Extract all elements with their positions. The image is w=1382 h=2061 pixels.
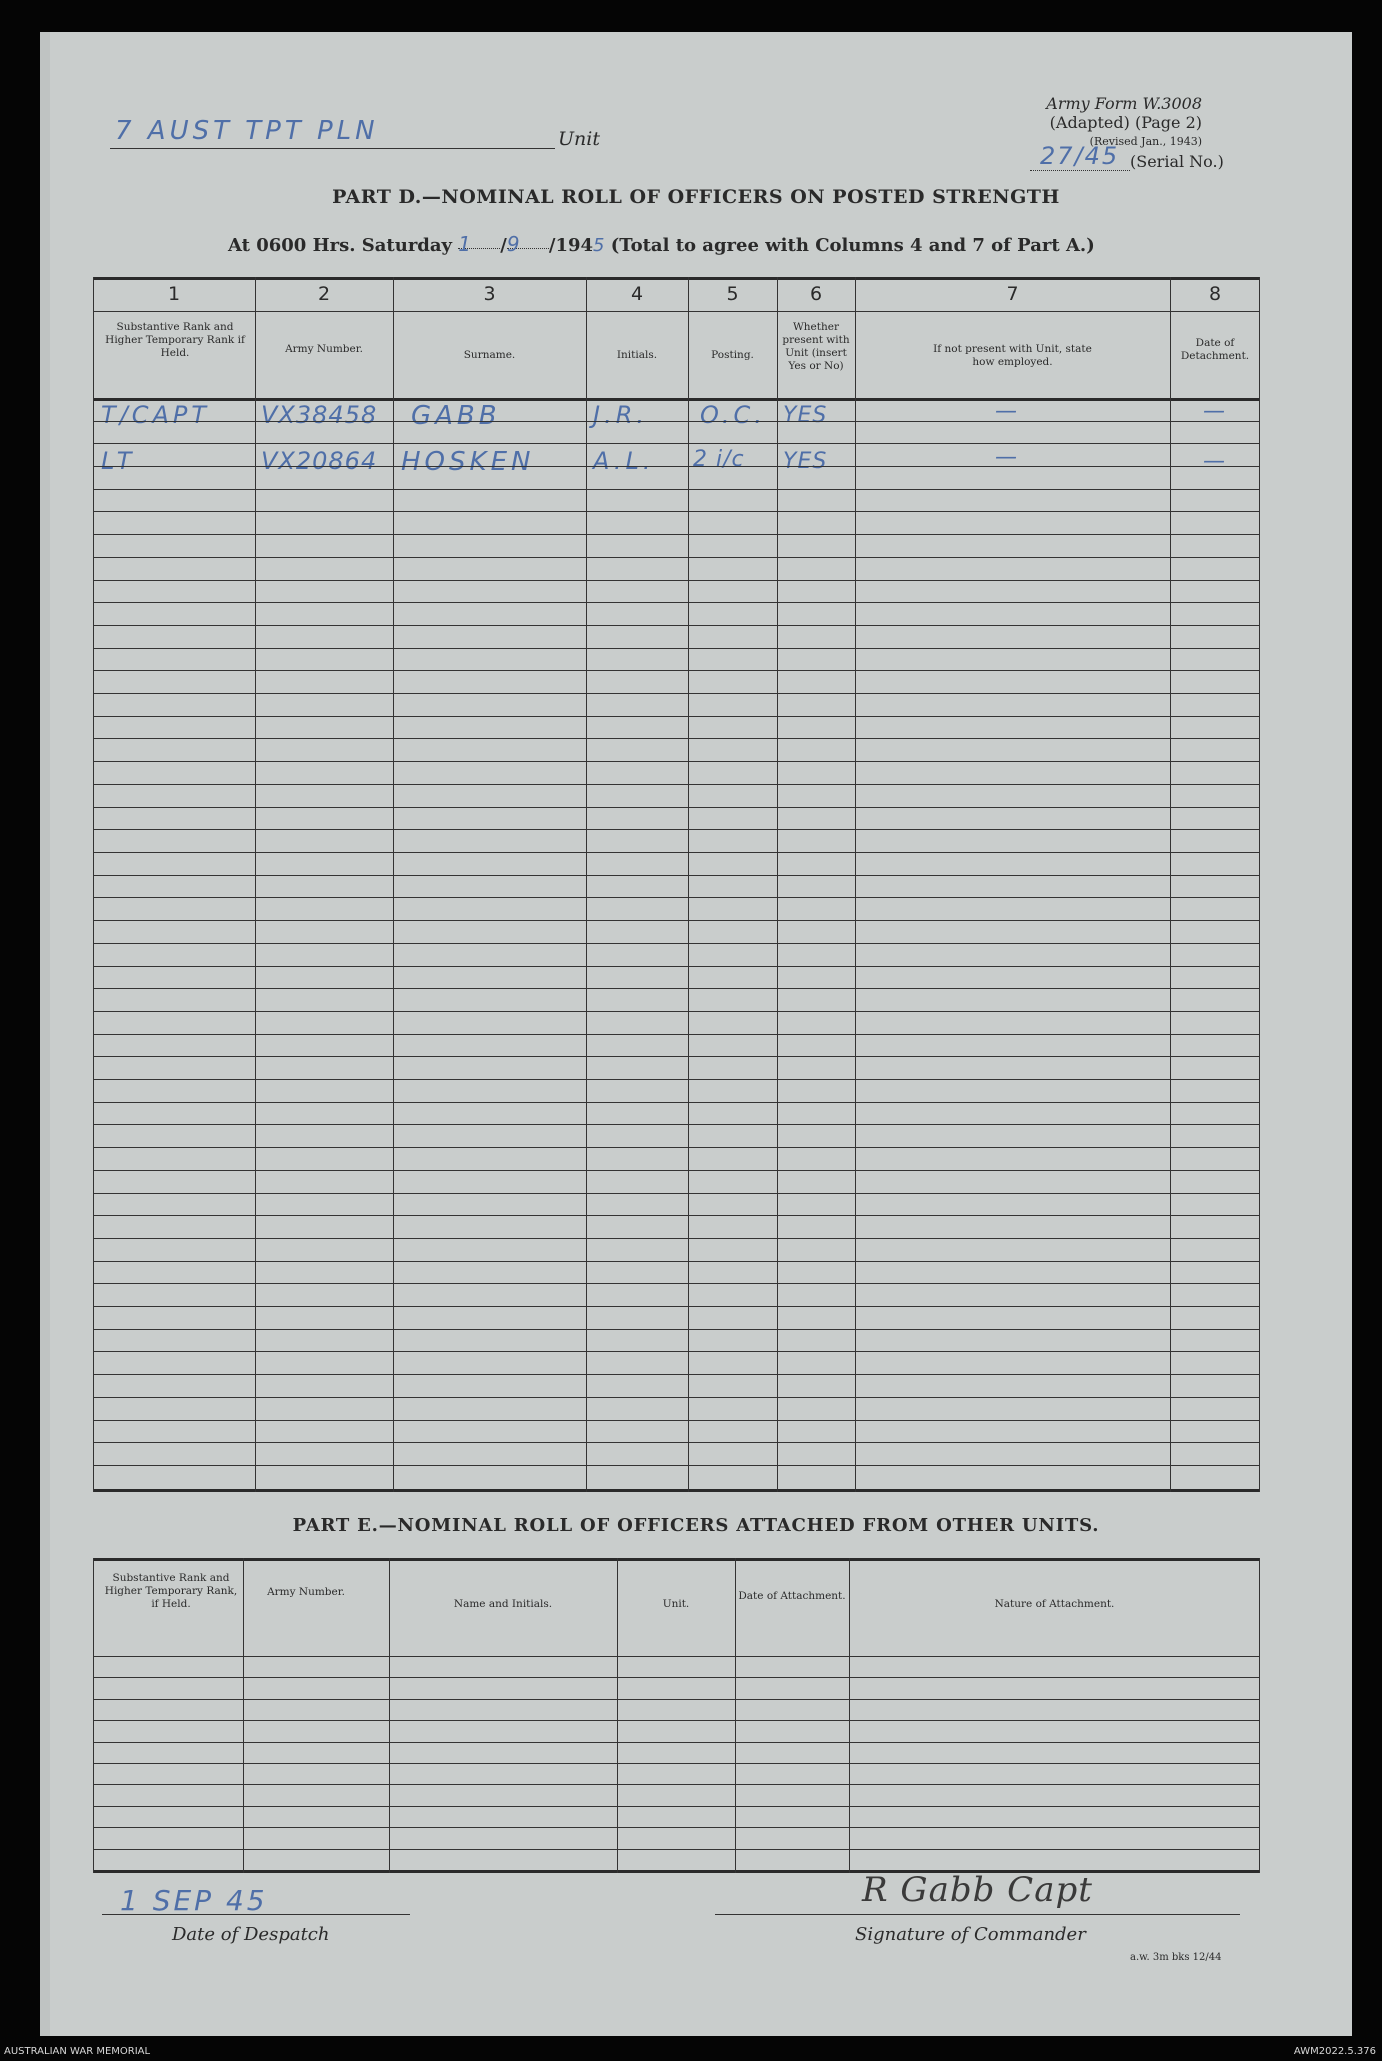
signature-label: Signature of Commander [855, 1924, 1086, 1945]
part-d-row-rule [93, 1329, 1260, 1330]
part-e-row-rule [93, 1699, 1260, 1700]
serial-handwritten: 27/45 [1040, 142, 1120, 170]
part-d-row-rule [93, 1374, 1260, 1375]
col-number-5: 5 [726, 283, 739, 305]
part-d-row-rule [93, 1238, 1260, 1239]
col-number-4: 4 [630, 283, 644, 305]
part-d-row-rule [93, 625, 1260, 626]
part-d-row-rule [93, 1193, 1260, 1194]
commander-signature: R Gabb Capt [862, 1870, 1093, 1910]
part-e-column-rule [735, 1558, 736, 1873]
part-d-row-rule [93, 1056, 1260, 1057]
part-e-head-army-number: Army Number. [267, 1586, 345, 1598]
unit-handwritten: 7 AUST TPT PLN [115, 116, 379, 146]
col-head-present: Whether present with Unit (insert Yes or No) [782, 321, 850, 372]
entry-1-number: VX38458 [261, 401, 378, 429]
part-d-row-rule [93, 466, 1260, 467]
col-number-6: 6 [809, 283, 823, 305]
part-e-table [93, 1558, 1260, 1873]
part-d-row-rule [93, 602, 1260, 603]
part-d-row-rule [93, 648, 1260, 649]
entry-2-detached: — [1203, 449, 1225, 474]
despatch-label: Date of Despatch [172, 1924, 330, 1945]
despatch-handwritten: 1 SEP 45 [120, 1884, 268, 1917]
entry-1-initials: J.R. [593, 401, 649, 429]
part-d-row-rule [93, 988, 1260, 989]
entry-2-surname: HOSKEN [401, 447, 535, 477]
part-d-column-rule [1259, 277, 1260, 1492]
part-e-column-rule [617, 1558, 618, 1873]
serial-label: (Serial No.) [1130, 152, 1224, 171]
part-e-row-rule [93, 1806, 1260, 1807]
part-e-header-rule [93, 1656, 1260, 1657]
col-number-8: 8 [1208, 283, 1222, 305]
part-d-table [93, 277, 1260, 1492]
part-e-column-rule [1259, 1558, 1260, 1873]
entry-2-employed: — [995, 445, 1017, 470]
part-e-column-rule [93, 1558, 94, 1873]
print-code: a.w. 3m bks 12/44 [1130, 1952, 1222, 1963]
part-d-row-rule [93, 1283, 1260, 1284]
part-d-column-rule [93, 277, 94, 1492]
form-ref-line-2: (Adapted) (Page 2) [1049, 113, 1202, 132]
entry-1-detached: — [1203, 399, 1225, 424]
part-e-row-rule [93, 1742, 1260, 1743]
date-suffix: (Total to agree with Columns 4 and 7 of Part A.) [610, 235, 1095, 256]
part-d-row-rule [93, 807, 1260, 808]
part-d-row-rule [93, 920, 1260, 921]
part-d-row-rule [93, 716, 1260, 717]
part-d-row-rule [93, 966, 1260, 967]
col-number-2: 2 [317, 283, 331, 305]
part-d-row-rule [93, 1465, 1260, 1466]
part-d-row-rule [93, 693, 1260, 694]
day-handwritten: 1 [458, 232, 476, 256]
date-prefix: At 0600 Hrs. Saturday [228, 235, 453, 256]
part-d-row-rule [93, 852, 1260, 853]
year-digit-handwritten: 5 [593, 235, 605, 256]
part-d-row-rule [93, 421, 1260, 422]
month-handwritten: 9 [506, 232, 524, 256]
part-d-column-rule [255, 277, 256, 1492]
part-e-title: PART E.—NOMINAL ROLL OF OFFICERS ATTACHED FROM OTHER UNITS. [292, 1515, 1100, 1536]
archive-credit: AUSTRALIAN WAR MEMORIAL [4, 2046, 151, 2057]
table-top-rule [93, 277, 1260, 280]
part-d-row-rule [93, 534, 1260, 535]
form-ref-line-1: Army Form W.3008 [1046, 94, 1202, 113]
part-e-head-date: Date of Attachment. [738, 1590, 846, 1602]
despatch-underline [102, 1914, 410, 1915]
archive-reference: AWM2022.5.376 [1293, 2046, 1376, 2057]
col-head-rank: Substantive Rank and Higher Temporary Rank if Held. [105, 321, 245, 359]
part-d-row-rule [93, 1442, 1260, 1443]
table-bottom-rule [93, 1489, 1260, 1492]
part-d-row-rule [93, 1124, 1260, 1125]
entry-1-rank: T/CAPT [101, 401, 211, 429]
part-d-row-rule [93, 1079, 1260, 1080]
form-page [40, 32, 1352, 2036]
entry-2-rank: LT [101, 447, 136, 475]
form-ref-line-3: (Revised Jan., 1943) [1089, 135, 1202, 148]
date-line: At 0600 Hrs. Saturday 1 /9 /1945 (Total to agree with Columns 4 and 7 of Part A.) [228, 232, 1095, 256]
entry-2-initials: A.L. [593, 447, 655, 475]
entry-1-posting: O.C. [700, 401, 766, 429]
col-number-1: 1 [167, 283, 181, 305]
part-d-row-rule [93, 489, 1260, 490]
part-e-row-rule [93, 1677, 1260, 1678]
paper-edge [40, 32, 50, 2036]
part-d-row-rule [93, 875, 1260, 876]
part-d-row-rule [93, 897, 1260, 898]
part-d-column-rule [393, 277, 394, 1492]
part-e-row-rule [93, 1763, 1260, 1764]
part-e-top-rule [93, 1558, 1260, 1561]
part-e-head-unit: Unit. [662, 1598, 690, 1610]
column-number-rule [93, 311, 1260, 312]
part-d-row-rule [93, 443, 1260, 444]
col-number-3: 3 [483, 283, 496, 305]
unit-label: Unit [558, 128, 600, 150]
serial-underline [1030, 170, 1130, 171]
day-field [458, 232, 500, 256]
part-e-row-rule [93, 1720, 1260, 1721]
part-d-column-rule [586, 277, 587, 1492]
part-d-row-rule [93, 943, 1260, 944]
year-prefix: /194 [548, 235, 594, 256]
part-d-row-rule [93, 557, 1260, 558]
entry-2-posting: 2 i/c [693, 447, 745, 472]
col-head-army-number: Army Number. [285, 343, 363, 355]
part-d-row-rule [93, 1351, 1260, 1352]
col-number-7: 7 [1006, 283, 1019, 305]
part-e-row-rule [93, 1849, 1260, 1850]
part-d-row-rule [93, 670, 1260, 671]
entry-2-present: YES [783, 449, 828, 474]
part-d-column-rule [688, 277, 689, 1492]
part-d-column-rule [1170, 277, 1171, 1492]
part-e-head-rank: Substantive Rank and Higher Temporary Rank, if Held. [104, 1572, 238, 1610]
part-e-row-rule [93, 1827, 1260, 1828]
part-d-row-rule [93, 784, 1260, 785]
part-d-row-rule [93, 829, 1260, 830]
entry-2-number: VX20864 [261, 447, 378, 475]
signature-underline [715, 1914, 1240, 1915]
entry-1-surname: GABB [411, 401, 501, 431]
month-field [506, 232, 549, 256]
part-d-row-rule [93, 1420, 1260, 1421]
part-e-column-rule [849, 1558, 850, 1873]
unit-underline [110, 148, 555, 149]
part-d-column-rule [855, 277, 856, 1492]
col-head-surname: Surname. [463, 349, 516, 361]
part-d-row-rule [93, 1170, 1260, 1171]
col-head-detachment: Date of Detachment. [1180, 337, 1250, 362]
part-e-column-rule [243, 1558, 244, 1873]
part-d-row-rule [93, 511, 1260, 512]
part-d-column-rule [777, 277, 778, 1492]
part-d-row-rule [93, 738, 1260, 739]
part-d-row-rule [93, 1215, 1260, 1216]
col-head-employed: If not present with Unit, state how employed. [933, 343, 1092, 368]
part-d-row-rule [93, 580, 1260, 581]
part-d-title: PART D.—NOMINAL ROLL OF OFFICERS ON POSTED STRENGTH [332, 186, 1060, 208]
entry-1-present: YES [783, 403, 828, 428]
col-head-initials: Initials. [616, 349, 658, 361]
col-head-posting: Posting. [711, 349, 754, 361]
part-d-row-rule [93, 1102, 1260, 1103]
part-d-row-rule [93, 1397, 1260, 1398]
part-d-row-rule [93, 1011, 1260, 1012]
part-d-row-rule [93, 1034, 1260, 1035]
part-e-head-nature: Nature of Attachment. [994, 1598, 1115, 1610]
part-e-row-rule [93, 1784, 1260, 1785]
part-e-column-rule [389, 1558, 390, 1873]
part-d-row-rule [93, 1306, 1260, 1307]
part-d-row-rule [93, 1261, 1260, 1262]
entry-1-employed: — [995, 399, 1017, 424]
part-d-row-rule [93, 761, 1260, 762]
part-e-head-name: Name and Initials. [453, 1598, 553, 1610]
part-d-row-rule [93, 1147, 1260, 1148]
